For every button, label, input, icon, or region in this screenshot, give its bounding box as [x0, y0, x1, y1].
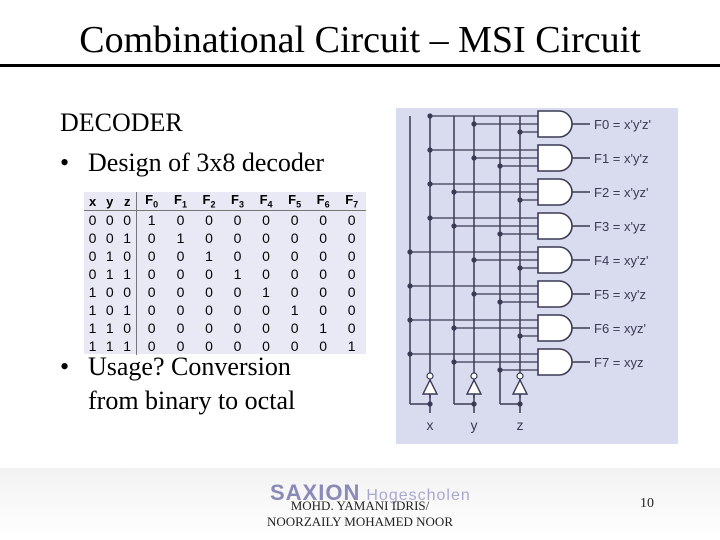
truth-table-cell: 0	[262, 338, 270, 354]
bullet-usage-line2: from binary to octal	[88, 386, 296, 415]
junction-dot	[497, 299, 502, 304]
truth-table-cell: 0	[233, 320, 242, 336]
junction-dot	[427, 215, 432, 220]
truth-table-cell: 0	[205, 302, 213, 318]
truth-table-cell: 0	[176, 266, 185, 282]
and-gate	[538, 179, 572, 205]
truth-table-cell: 0	[205, 284, 213, 300]
truth-table-cell: 0	[88, 230, 97, 246]
truth-table-cell: 0	[290, 338, 299, 354]
truth-table-cell: 0	[176, 320, 185, 336]
output-label: F1 = x'y'z	[594, 151, 649, 166]
truth-table-header: $F_2$	[195, 192, 224, 211]
and-gate	[538, 213, 572, 239]
truth-table-cell: 1	[105, 266, 114, 282]
truth-table-cell: 0	[176, 338, 185, 354]
truth-table-cell: 0	[118, 283, 136, 301]
truth-table-cell: 1	[290, 302, 299, 318]
truth-table-cell: 0	[205, 320, 213, 336]
truth-table-cell: 0	[319, 248, 328, 264]
junction-dot	[471, 121, 476, 126]
truth-table-cell: 0	[176, 212, 185, 228]
and-gate	[538, 281, 572, 307]
author-credit	[250, 498, 470, 530]
truth-table-header: $F_6$	[309, 192, 338, 211]
truth-table-cell: 1	[347, 338, 356, 354]
truth-table-cell: 0	[233, 212, 242, 228]
truth-table-cell: 0	[262, 248, 270, 264]
author-line2: NOORZAILY MOHAMED NOOR	[267, 514, 453, 529]
junction-dot	[471, 155, 476, 160]
section-heading: DECODER	[60, 108, 183, 137]
junction-dot	[427, 147, 432, 152]
truth-table-cell: 0	[147, 248, 156, 264]
truth-table-cell: 0	[290, 284, 299, 300]
truth-table-cell: 0	[347, 284, 356, 300]
truth-table-cell: 1	[176, 230, 185, 246]
truth-table-cell: 0	[262, 302, 270, 318]
input-label: y	[470, 417, 478, 433]
junction-dot	[451, 359, 456, 364]
junction-dot	[407, 317, 412, 322]
truth-table-cell: 0	[118, 211, 136, 230]
truth-table-cell: 0	[105, 230, 114, 246]
truth-table-cell: 1	[262, 284, 270, 300]
output-label: F0 = x'y'z'	[594, 117, 651, 132]
junction-dot	[451, 223, 456, 228]
truth-table-cell: 1	[147, 212, 156, 228]
truth-table-cell: 0	[290, 320, 299, 336]
truth-table-cell: 0	[319, 266, 328, 282]
truth-table-cell: 0	[118, 247, 136, 265]
truth-table-cell: 0	[176, 302, 185, 318]
truth-table-cell: 1	[233, 266, 242, 282]
junction-dot	[471, 291, 476, 296]
bullet-design	[60, 146, 324, 180]
junction-dot	[407, 283, 412, 288]
truth-table-cell: 0	[147, 320, 156, 336]
truth-table-row	[84, 211, 366, 230]
junction-dot	[497, 367, 502, 372]
truth-table-cell: 0	[319, 338, 328, 354]
truth-table-cell: 0	[205, 266, 213, 282]
truth-table-header: $F_0$	[137, 192, 167, 211]
output-label: F5 = xy'z	[594, 287, 646, 302]
truth-table-cell: 0	[147, 266, 156, 282]
bullet-usage-line1: Usage? Conversion	[88, 352, 291, 381]
truth-table-cell: 1	[105, 320, 114, 336]
junction-dot	[497, 163, 502, 168]
truth-table-row	[84, 247, 366, 265]
truth-table-cell: 0	[105, 302, 114, 318]
page-number: 10	[640, 496, 654, 511]
truth-table-cell: 0	[233, 230, 242, 246]
logo-sub: Hogescholen	[366, 487, 471, 504]
junction-dot	[427, 401, 432, 406]
truth-table-cell: 0	[205, 338, 213, 354]
truth-table-cell: 0	[347, 212, 356, 228]
truth-table-cell: 0	[347, 248, 356, 264]
truth-table-row	[84, 301, 366, 319]
truth-table-cell: 0	[290, 212, 299, 228]
and-gate	[538, 247, 572, 273]
truth-table-cell: 0	[88, 212, 97, 228]
truth-table-cell: 1	[118, 301, 136, 319]
inverter-gate	[423, 380, 437, 394]
junction-dot	[427, 181, 432, 186]
junction-dot	[407, 249, 412, 254]
inverter-gate	[513, 380, 527, 394]
junction-dot	[517, 129, 522, 134]
and-gate	[538, 111, 572, 137]
bullet-dot: •	[60, 352, 70, 381]
truth-table-cell: 0	[290, 248, 299, 264]
junction-dot	[517, 197, 522, 202]
truth-table-cell: 0	[176, 284, 185, 300]
truth-table-header: $F_3$	[223, 192, 252, 211]
truth-table-cell: 0	[262, 230, 270, 246]
inverter-bubble	[517, 373, 523, 379]
junction-dot	[471, 401, 476, 406]
input-label: z	[516, 417, 524, 433]
output-label: F2 = x'yz'	[594, 185, 649, 200]
truth-table-panel	[84, 192, 366, 354]
truth-table-cell: 0	[319, 212, 328, 228]
truth-table-cell: 0	[233, 248, 242, 264]
truth-table-row	[84, 265, 366, 283]
and-gate	[538, 315, 572, 341]
truth-table-cell: 0	[262, 212, 270, 228]
inverter-bubble	[427, 373, 433, 379]
truth-table-cell: 0	[205, 230, 213, 246]
truth-table-cell: 0	[147, 302, 156, 318]
and-gate	[538, 349, 572, 375]
output-label: F3 = x'yz	[594, 219, 646, 234]
truth-table-cell: 1	[118, 229, 136, 247]
truth-table-cell: 0	[347, 320, 356, 336]
author-line1: MOHD. YAMANI IDRIS/	[290, 498, 430, 513]
truth-table-cell: 0	[105, 212, 114, 228]
truth-table-header: $F_7$	[337, 192, 366, 211]
truth-table-header: z	[118, 192, 136, 211]
truth-table-cell: 0	[147, 230, 156, 246]
truth-table-cell: 0	[262, 266, 270, 282]
truth-table-cell: 1	[205, 248, 213, 264]
truth-table-header: $F_4$	[252, 192, 281, 211]
truth-table-cell: 1	[88, 320, 97, 336]
truth-table-header: x	[84, 192, 101, 211]
truth-table-cell: 0	[290, 230, 299, 246]
truth-table-cell: 1	[88, 302, 97, 318]
truth-table-cell: 0	[319, 284, 328, 300]
truth-table-cell: 1	[118, 337, 136, 355]
junction-dot	[451, 189, 456, 194]
truth-table-header: $F_1$	[166, 192, 195, 211]
truth-table-cell: 1	[105, 248, 114, 264]
truth-table-row	[84, 229, 366, 247]
truth-table-cell: 0	[147, 284, 156, 300]
junction-dot	[451, 325, 456, 330]
truth-table-cell: 0	[233, 302, 242, 318]
truth-table-cell: 0	[347, 230, 356, 246]
junction-dot	[497, 231, 502, 236]
truth-table-cell: 0	[290, 266, 299, 282]
decoder-circuit-diagram	[396, 108, 678, 444]
bullet-dot: •	[60, 148, 70, 177]
junction-dot	[471, 257, 476, 262]
truth-table-cell: 0	[319, 230, 328, 246]
truth-table-cell: 0	[347, 302, 356, 318]
truth-table-cell: 1	[105, 338, 114, 354]
truth-table-cell: 0	[347, 266, 356, 282]
truth-table-cell: 0	[88, 248, 97, 264]
title-rule	[0, 64, 720, 67]
junction-dot	[517, 265, 522, 270]
junction-dot	[407, 351, 412, 356]
junction-dot	[517, 401, 522, 406]
truth-table-cell: 0	[205, 212, 213, 228]
truth-table-cell: 0	[88, 266, 97, 282]
truth-table-cell: 0	[233, 284, 242, 300]
and-gate	[538, 145, 572, 171]
slide-title: Combinational Circuit – MSI Circuit	[79, 19, 641, 61]
output-label: F7 = xyz	[594, 355, 644, 370]
truth-table-cell: 0	[319, 302, 328, 318]
truth-table-header: y	[101, 192, 118, 211]
truth-table-cell: 0	[118, 319, 136, 337]
junction-dot	[517, 333, 522, 338]
inverter-bubble	[471, 373, 477, 379]
truth-table-cell: 1	[88, 338, 97, 354]
logo-text: SAXION	[270, 480, 361, 505]
truth-table-row	[84, 319, 366, 337]
output-label: F6 = xyz'	[594, 321, 646, 336]
truth-table-cell: 0	[147, 338, 156, 354]
truth-table-cell: 0	[262, 320, 270, 336]
junction-dot	[427, 113, 432, 118]
decoder-circuit-svg	[396, 108, 678, 444]
truth-table-cell: 1	[118, 265, 136, 283]
truth-table	[84, 192, 366, 355]
truth-table-row	[84, 283, 366, 301]
truth-table-cell: 0	[105, 284, 114, 300]
inverter-gate	[467, 380, 481, 394]
truth-table-cell: 0	[233, 338, 242, 354]
truth-table-cell: 0	[176, 248, 185, 264]
truth-table-header: $F_5$	[280, 192, 309, 211]
output-label: F4 = xy'z'	[594, 253, 649, 268]
truth-table-cell: 1	[88, 284, 97, 300]
input-label: x	[426, 417, 434, 433]
bullet-design-text: Design of 3x8 decoder	[88, 148, 325, 177]
truth-table-cell: 1	[319, 320, 328, 336]
bullet-usage	[60, 350, 295, 418]
